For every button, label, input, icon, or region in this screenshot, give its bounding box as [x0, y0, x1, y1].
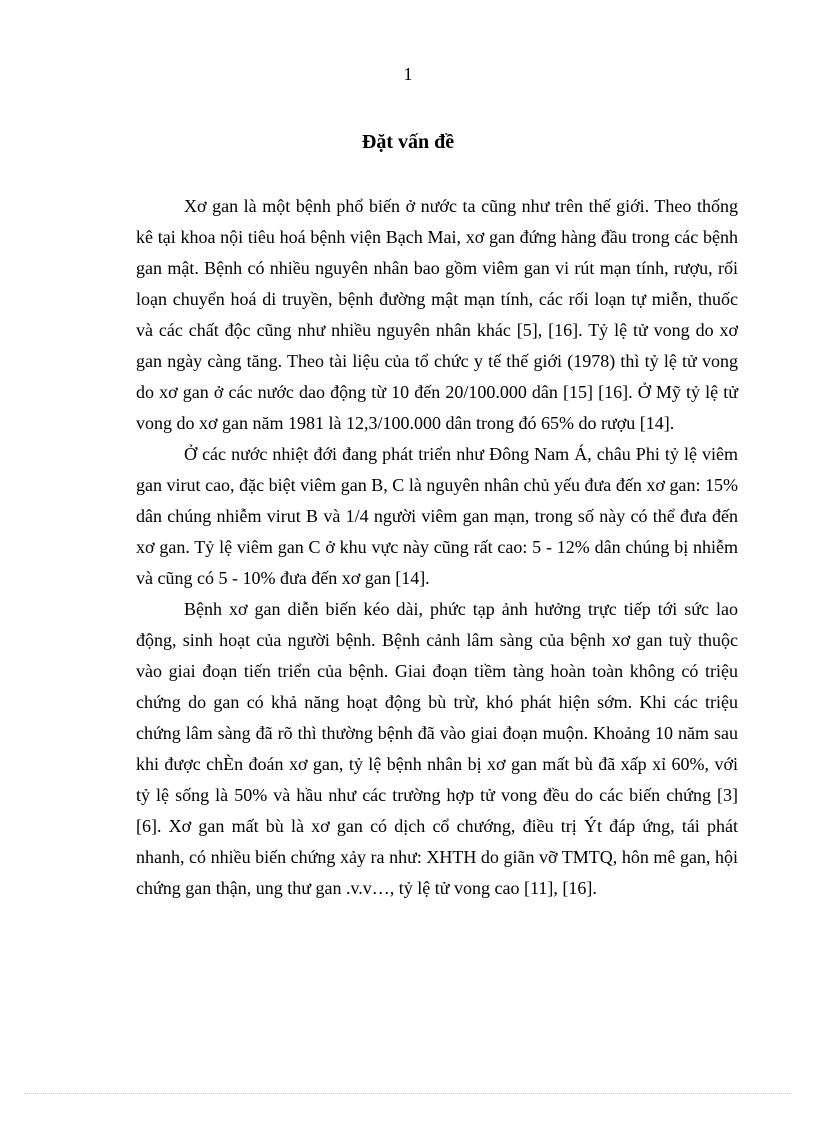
page-number: 1 — [403, 64, 413, 84]
page-bottom-divider — [24, 1093, 792, 1094]
paragraph-3: Bệnh xơ gan diễn biến kéo dài, phức tạp ảnh hưởng trực tiếp tới sức lao động, sinh hoạt của người bệnh. Bệnh cảnh lâm sàng của bệnh xơ gan tuỳ thuộc vào giai đoạn tiến triển của bệnh. Giai đoạn tiềm tàng hoàn toàn không có triệu chứng do gan có khả năng hoạt động bù trừ, khó phát hiện sớm. Khi các triệu chứng lâm sàng đã rõ thì thường bệnh đã vào giai đoạn muộn. Khoảng 10 năm sau khi được chЀn đoán xơ gan, tỷ lệ bệnh nhân bị xơ gan mất bù đã xấp xỉ 60%, với tỷ lệ sống là 50% và hầu như các trường hợp tử vong đều do các biến chứng [3] [6]. Xơ gan mất bù là xơ gan có dịch cổ chướng, điều trị Ýt đáp ứng, tái phát nhanh, có nhiều biến chứng xảy ra như: XHTH do giãn vỡ TMTQ, hôn mê gan, hội chứng gan thận, ung thư gan .v.v…, tỷ lệ tử vong cao [11], [16]. — [136, 599, 738, 898]
page-title: Đặt vấn đề — [361, 131, 455, 153]
paragraph-1: Xơ gan là một bệnh phổ biến ở nước ta cũng như trên thế giới. Theo thống kê tại khoa nội tiêu hoá bệnh viện Bạch Mai, xơ gan đứng hàng đầu trong các bệnh gan mật. Bệnh có nhiều nguyên nhân bao gồm viêm gan vi rút mạn tính, rượu, rối loạn chuyển hoá di truyền, bệnh đường mật mạn tính, các rối loạn tự miễn, thuốc và các chất độc cũng như nhiều nguyên nhân khác [5], [16]. Tỷ lệ tử vong do xơ gan ngày càng tăng. Theo tài liệu của tổ chức y tế thế giới (1978) thì tỷ lệ tử vong do xơ gan ở các nước dao động từ 10 đến 20/100.000 dân [15] [16]. Ở Mỹ tỷ lệ tử vong do xơ gan năm 1981 là 12,3/100.000 dân trong đó 65% do rượu [14]. — [136, 196, 738, 433]
body-text — [136, 191, 738, 904]
paragraph-2: Ở các nước nhiệt đới đang phát triển như Đông Nam Á, châu Phi tỷ lệ viêm gan virut cao, đặc biệt viêm gan B, C là nguyên nhân chủ yếu đưa đến xơ gan: 15% dân chúng nhiễm virut B và 1/4 người viêm gan mạn, trong số này có thể đưa đến xơ gan. Tỷ lệ viêm gan C ở khu vực này cũng rất cao: 5 - 12% dân chúng bị nhiễm và cũng có 5 - 10% đưa đến xơ gan [14]. — [136, 444, 738, 588]
